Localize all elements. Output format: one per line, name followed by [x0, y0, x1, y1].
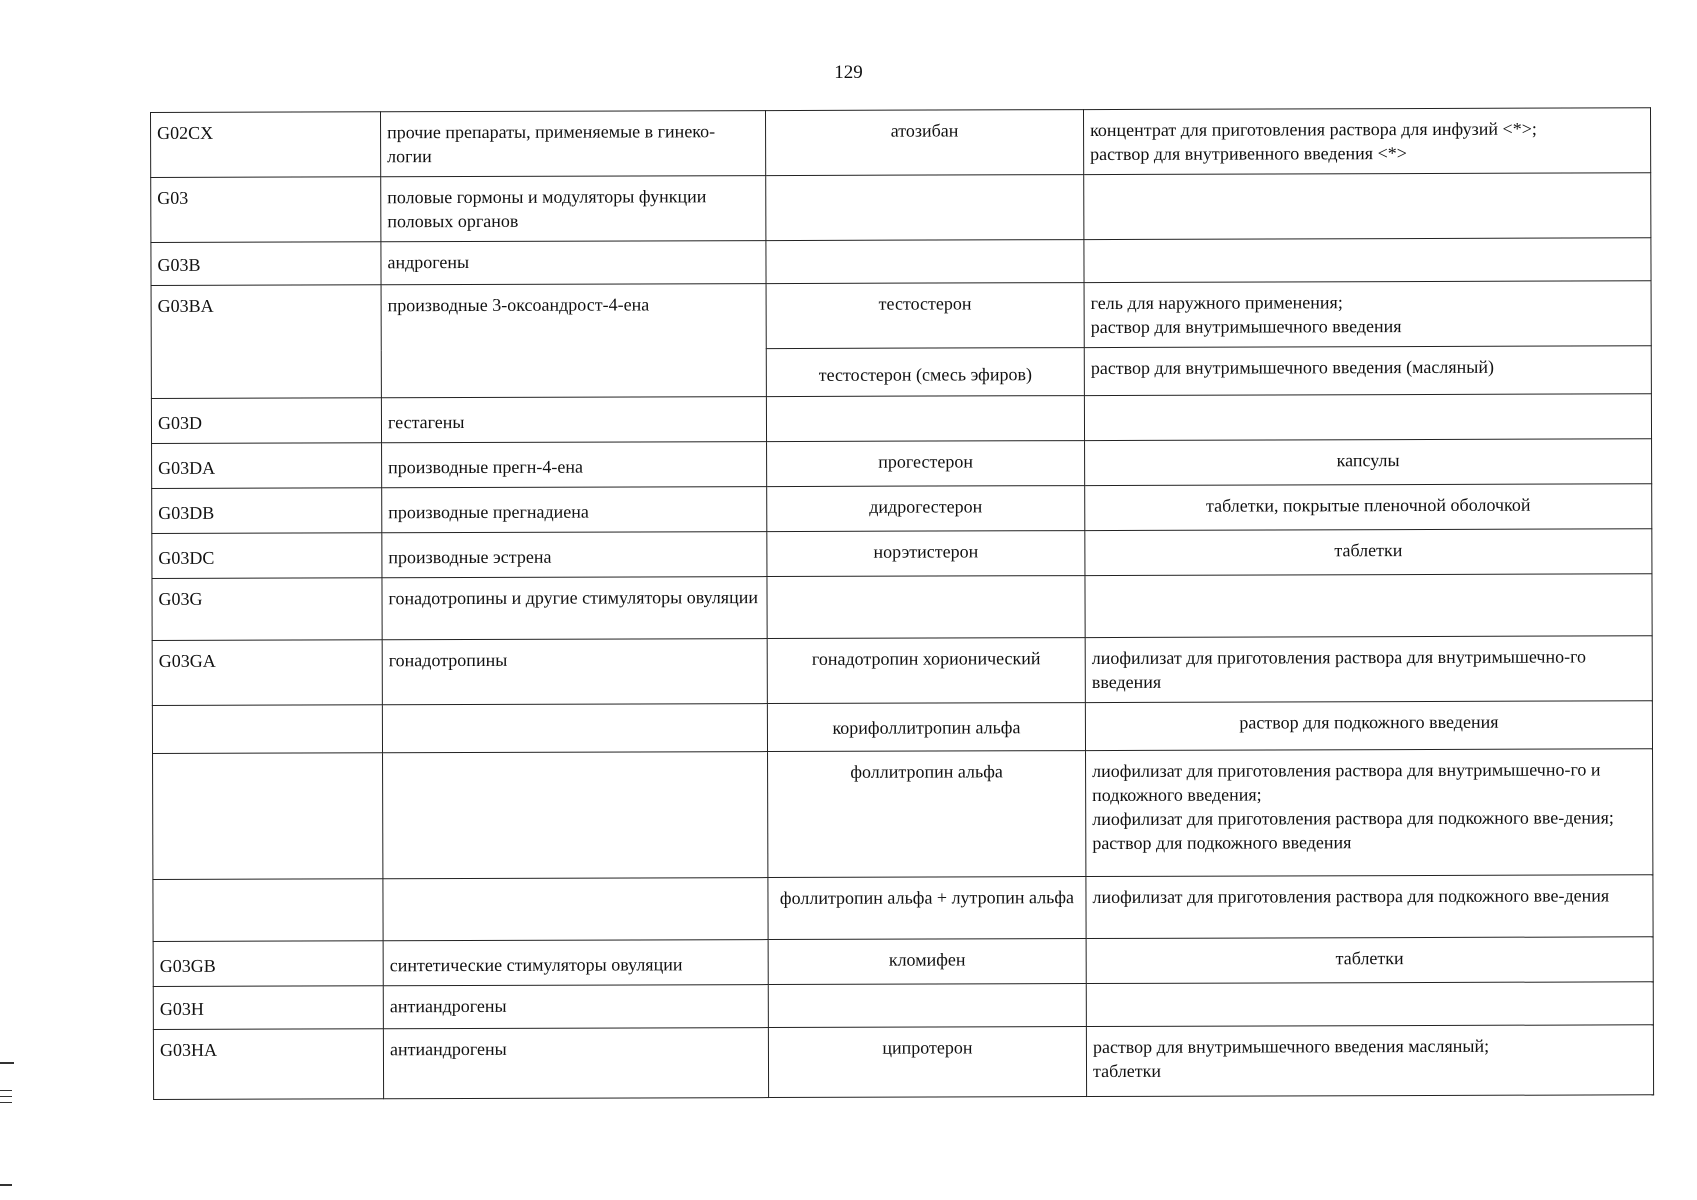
group-name-cell: производные 3-оксоандрост-4-ена — [381, 284, 766, 398]
dosage-form-cell: капсулы — [1085, 439, 1652, 486]
drug-name-cell — [767, 576, 1085, 639]
dosage-form-cell — [1084, 394, 1651, 441]
drug-name-cell: тестостерон — [766, 283, 1084, 349]
dosage-form-cell: гель для наружного применения; раствор для внутримышечного введения — [1084, 281, 1651, 348]
table-row — [153, 1025, 1653, 1100]
dosage-form-cell: лиофилизат для приготовления раствора для подкожного вве-дения — [1086, 875, 1653, 939]
atc-code-cell: G03DB — [152, 488, 382, 534]
group-name-cell: антиандрогены — [383, 985, 768, 1029]
group-name-cell: андрогены — [381, 241, 766, 285]
atc-code-cell: G03DC — [152, 533, 382, 579]
dosage-form-cell: концентрат для приготовления раствора для инфузий <*>; раствор для внутривенного введения <*> — [1083, 108, 1650, 175]
atc-code-cell — [152, 705, 382, 754]
atc-code-cell — [153, 753, 383, 880]
atc-code-cell: G03GA — [152, 640, 382, 706]
group-name-cell: гестагены — [381, 397, 766, 443]
dosage-form-cell: раствор для внутримышечного введения (масляный) — [1084, 346, 1651, 396]
atc-code-cell — [153, 879, 383, 942]
dosage-form-cell: таблетки, покрытые пленочной оболочкой — [1085, 484, 1652, 531]
drug-name-cell — [766, 240, 1084, 284]
atc-code-cell: G03H — [153, 986, 383, 1030]
dosage-form-cell — [1085, 574, 1652, 638]
group-name-cell — [383, 752, 768, 879]
dosage-form-cell — [1084, 238, 1651, 283]
drug-name-cell: фоллитропин альфа — [768, 751, 1086, 878]
drug-name-cell: прогестерон — [767, 441, 1085, 487]
dosage-form-cell: лиофилизат для приготовления раствора для внутримышечно-го введения — [1085, 636, 1652, 703]
dosage-form-cell — [1084, 173, 1651, 240]
table-row — [152, 484, 1652, 534]
group-name-cell: прочие препараты, применяемые в гинеко-логии — [381, 111, 766, 177]
table-row — [151, 394, 1651, 444]
table-row — [151, 108, 1651, 178]
drug-name-cell — [768, 984, 1086, 1028]
margin-mark — [0, 1090, 12, 1091]
atc-code-cell: G03B — [151, 242, 381, 286]
group-name-cell — [383, 878, 768, 941]
table-row — [152, 701, 1652, 754]
group-name-cell: производные прегн-4-ена — [382, 442, 767, 488]
margin-mark — [0, 1096, 12, 1097]
atc-code-cell: G03GB — [153, 941, 383, 987]
table-row — [151, 281, 1651, 351]
drug-name-cell: дидрогестерон — [767, 486, 1085, 532]
margin-mark — [0, 1062, 14, 1064]
drug-name-cell: ципротерон — [768, 1027, 1086, 1098]
margin-mark — [0, 1102, 12, 1103]
drug-name-cell — [766, 396, 1084, 442]
table-row — [151, 238, 1651, 286]
table-row — [152, 529, 1652, 579]
group-name-cell: антиандрогены — [383, 1028, 768, 1099]
dosage-form-cell — [1086, 982, 1653, 1027]
table-row — [153, 982, 1653, 1030]
dosage-form-cell: лиофилизат для приготовления раствора для внутримышечно-го и подкожного введения; лиофилизат для приготовления раствора для подкожного вве-дения; раствор для подкожного введения — [1086, 749, 1653, 877]
table-row — [153, 937, 1653, 987]
drug-name-cell: атозибан — [765, 110, 1083, 176]
group-name-cell: производные прегнадиена — [382, 487, 767, 533]
atc-classification-table — [150, 107, 1654, 1100]
group-name-cell: гонадотропины и другие стимуляторы овуляции — [382, 577, 767, 640]
drug-name-cell: фоллитропин альфа + лутропин альфа — [768, 877, 1086, 940]
table-row — [153, 875, 1653, 942]
atc-code-cell: G03 — [151, 177, 381, 243]
drug-name-cell: тестостерон (смесь эфиров) — [766, 348, 1084, 397]
dosage-form-cell: раствор для подкожного введения — [1085, 701, 1652, 751]
atc-code-cell: G03DA — [152, 443, 382, 489]
drug-name-cell — [766, 175, 1084, 241]
group-name-cell: гонадотропины — [382, 639, 767, 705]
group-name-cell: производные эстрена — [382, 532, 767, 578]
table-row — [151, 173, 1651, 243]
group-name-cell — [382, 704, 767, 753]
atc-code-cell: G03G — [152, 578, 382, 641]
dosage-form-cell: раствор для внутримышечного введения масляный; таблетки — [1086, 1025, 1653, 1097]
drug-name-cell: норэтистерон — [767, 531, 1085, 577]
page-number: 129 — [834, 62, 863, 83]
group-name-cell: половые гормоны и модуляторы функции половых органов — [381, 176, 766, 242]
table-row — [153, 749, 1653, 880]
drug-name-cell: корифоллитропин альфа — [767, 703, 1085, 752]
drug-name-cell: кломифен — [768, 939, 1086, 985]
atc-code-cell: G03HA — [153, 1029, 383, 1100]
margin-mark — [0, 1184, 12, 1186]
table-row — [152, 636, 1652, 706]
dosage-form-cell: таблетки — [1086, 937, 1653, 984]
dosage-form-cell: таблетки — [1085, 529, 1652, 576]
atc-code-cell: G03D — [151, 398, 381, 444]
drug-name-cell: гонадотропин хорионический — [767, 638, 1085, 704]
table-row — [152, 439, 1652, 489]
group-name-cell: синтетические стимуляторы овуляции — [383, 940, 768, 986]
atc-code-cell: G03BA — [151, 285, 381, 399]
atc-code-cell: G02CX — [151, 112, 381, 178]
table-row — [152, 574, 1652, 641]
